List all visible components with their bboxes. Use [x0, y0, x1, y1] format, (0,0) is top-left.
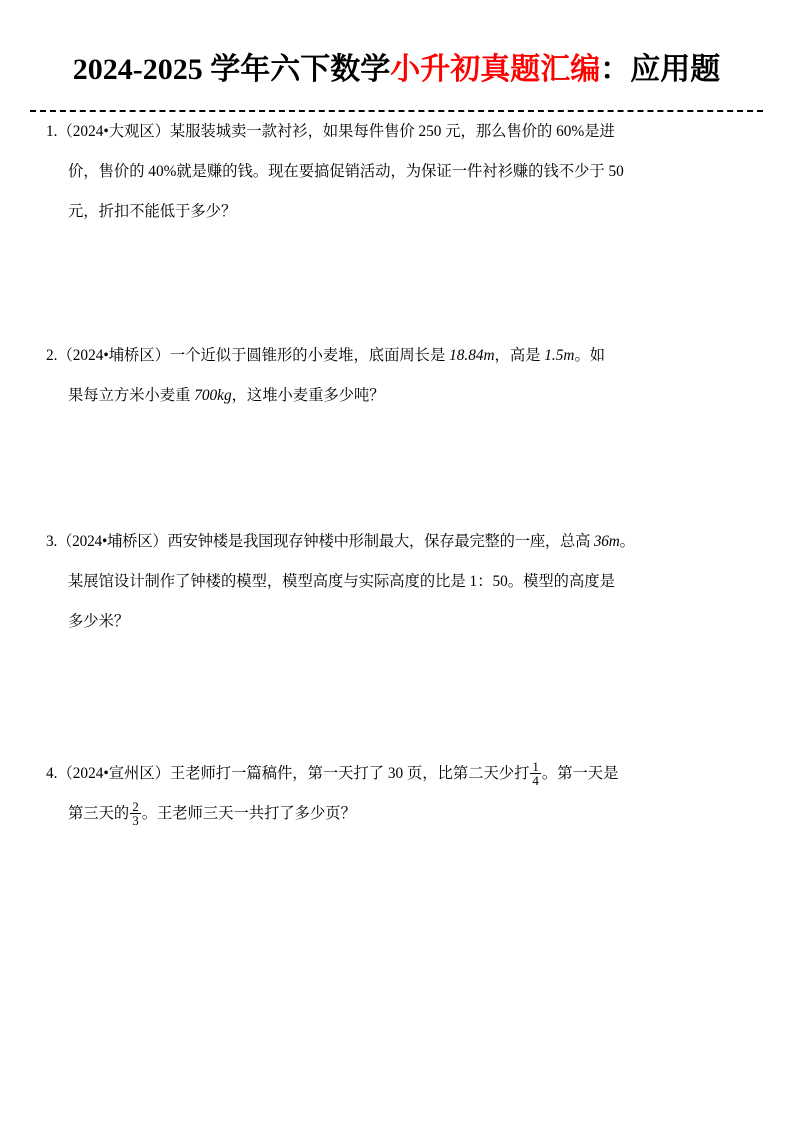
problem-1-line-1: 1.（2024•大观区）某服装城卖一款衬衫，如果每件售价 250 元，那么售价的 60%是进	[46, 123, 615, 140]
problem-3-value-height: 36m	[593, 533, 620, 550]
problem-2-value-height: 1.5m	[544, 347, 575, 364]
problem-4-fraction-two-thirds	[130, 800, 141, 828]
problem-item	[46, 112, 747, 232]
problem-4-fraction-one-quarter	[530, 760, 541, 788]
problem-3-line-2: 某展馆设计制作了钟楼的模型，模型高度与实际高度的比是 1：50。模型的高度是	[68, 573, 615, 590]
problem-list	[0, 112, 793, 834]
problem-1-line-2: 价，售价的 40%就是赚的钱。现在要搞促销活动，为保证一件衬衫赚的钱不少于 50	[68, 163, 624, 180]
problem-4-text-c: 第三天的	[68, 805, 130, 822]
problem-item	[46, 754, 747, 834]
problem-2-line-2	[46, 376, 747, 416]
problem-2-text-d: 果每立方米小麦重	[68, 387, 195, 404]
problem-3-line-1	[46, 522, 747, 562]
title-highlight: 小升初真题汇编	[390, 53, 601, 86]
answer-space-1	[46, 232, 747, 336]
problem-1-line-3: 元，折扣不能低于多少？	[68, 203, 237, 220]
page-title	[0, 0, 793, 88]
problem-2-text-b: ，高是	[494, 347, 545, 364]
answer-space-3	[46, 642, 747, 754]
problem-2-text-c: 。如	[574, 347, 606, 364]
fraction-denominator: 4	[532, 773, 539, 789]
title-prefix: 2024-2025 学年六下数学	[72, 53, 391, 86]
problem-4-text-b: 。第一天是	[541, 765, 619, 782]
problem-3-text-b: 。	[619, 533, 635, 550]
answer-space-2	[46, 416, 747, 522]
problem-4-text-a: 4.（2024•宣州区）王老师打一篇稿件，第一天打了 30 页，比第二天少打	[46, 765, 530, 782]
problem-4-line-1	[46, 754, 747, 794]
problem-item	[46, 522, 747, 642]
fraction-numerator: 2	[132, 798, 139, 814]
problem-item	[46, 336, 747, 416]
problem-3-text-a: 3.（2024•埔桥区）西安钟楼是我国现存钟楼中形制最大，保存最完整的一座，总高	[46, 533, 594, 550]
problem-4-line-2	[46, 794, 747, 834]
problem-2-line-1	[46, 336, 747, 376]
fraction-numerator: 1	[532, 758, 539, 774]
title-suffix: ：应用题	[600, 53, 721, 86]
problem-2-text-e: ，这堆小麦重多少吨？	[231, 387, 385, 404]
problem-2-text-a: 2.（2024•埔桥区）一个近似于圆锥形的小麦堆，底面周长是	[46, 347, 450, 364]
problem-2-value-density: 700kg	[194, 387, 232, 404]
problem-4-text-d: 。王老师三天一共打了多少页？	[141, 805, 356, 822]
fraction-denominator: 3	[132, 813, 139, 829]
problem-2-value-circumference: 18.84m	[449, 347, 495, 364]
problem-3-line-3: 多少米？	[68, 613, 130, 630]
